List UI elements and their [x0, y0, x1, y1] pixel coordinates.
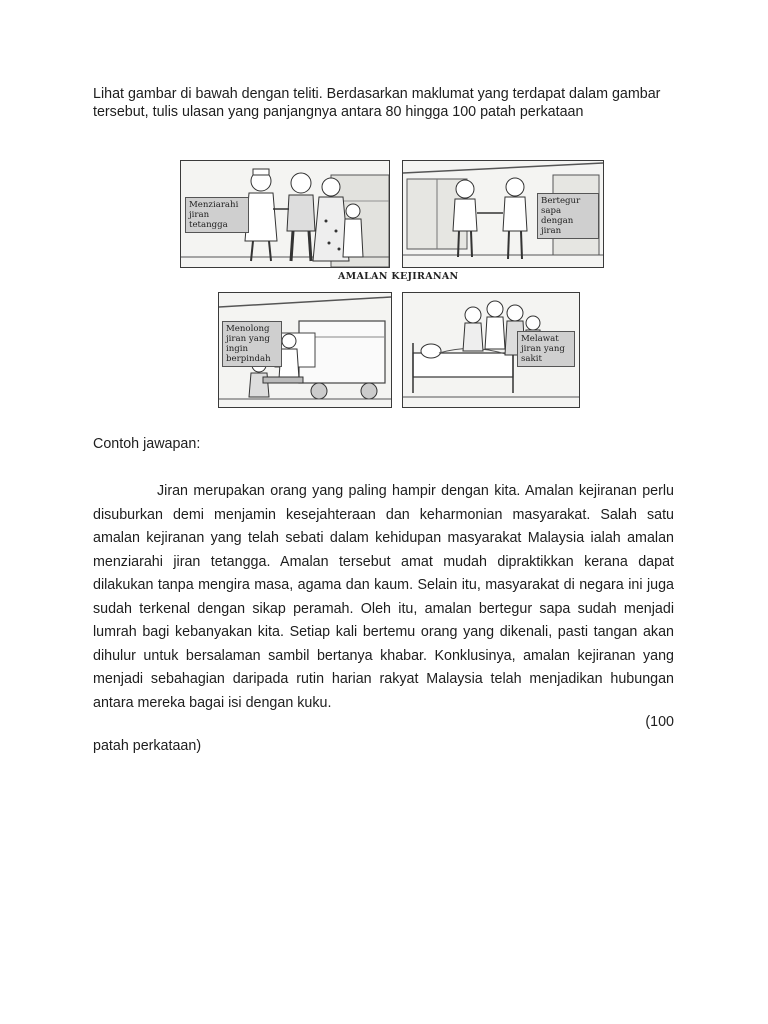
panel-visiting-neighbours	[180, 160, 390, 268]
caption-helping-neighbours-move: Menolong jiran yang ingin berpindah	[222, 321, 282, 367]
example-answer-label: Contoh jawapan:	[93, 436, 201, 452]
panel-visiting-sick-neighbour	[402, 292, 580, 408]
word-count-close: patah perkataan)	[93, 738, 202, 754]
caption-visiting-sick-neighbour: Melawat jiran yang sakit	[517, 331, 575, 367]
neighbourhood-illustration	[178, 158, 608, 410]
panel-helping-neighbours-move	[218, 292, 392, 408]
word-count-open: (100	[645, 714, 674, 730]
panel-greeting-neighbours	[402, 160, 604, 268]
instructions-text: Lihat gambar di bawah dengan teliti. Berdasarkan maklumat yang terdapat dalam gambar tersebut, tulis ulasan yang panjangnya antara 80 hingga 100 patah perkataan	[93, 86, 661, 120]
caption-visiting-neighbours: Menziarahi jiran tetangga	[185, 197, 249, 233]
essay-paragraph: Jiran merupakan orang yang paling hampir dengan kita. Amalan kejiranan perlu disuburkan demi menjamin kesejahteraan dan keharmonian masyarakat. Salah satu amalan kejiranan yang telah sebati dalam kehidupan masyarakat Malaysia ialah amalan menziarahi jiran tetangga. Amalan tersebut amat mudah dipraktikkan kerana dapat dilakukan tanpa mengira masa, agama dan kaum. Selain itu, masyarakat di negara ini juga sudah terkenal dengan sikap peramah. Oleh itu, amalan bertegur sapa sudah menjadi lumrah bagi kebanyakan kita. Setiap kali bertemu orang yang dikenali, pasti tangan akan dihulur untuk bersalaman sambil bertanya khabar. Konklusinya, amalan kejiranan yang menjadi sebahagian daripada rutin harian rakyat Malaysia telah menjadikan hubungan antara mereka bagai isi dengan kuku.	[93, 483, 674, 711]
caption-greeting-neighbours: Bertegur sapa dengan jiran	[537, 193, 599, 239]
figure-title: AMALAN KEJIRANAN	[338, 271, 459, 282]
